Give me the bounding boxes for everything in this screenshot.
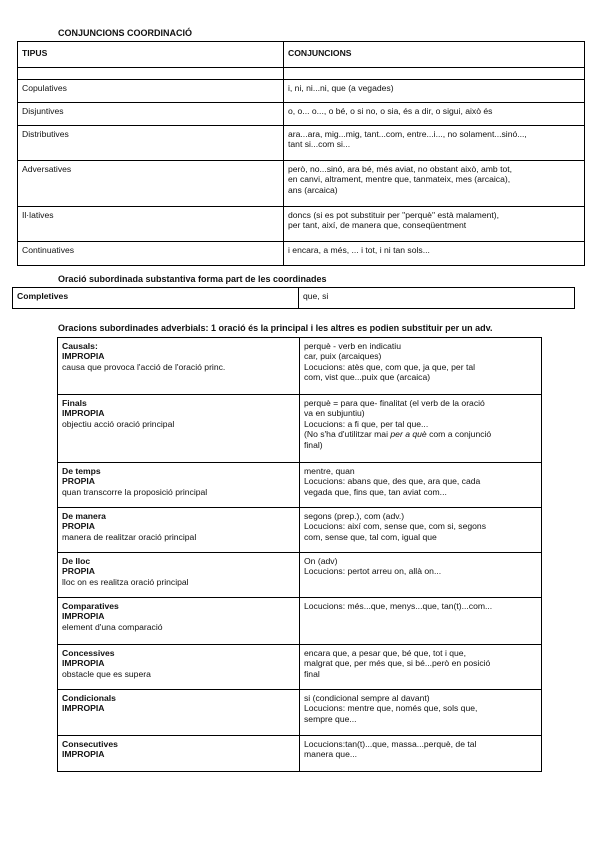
- table-row: [58, 645, 542, 690]
- tipus-cell: Il·latives: [18, 207, 284, 242]
- header-tipus: TIPUS: [18, 42, 284, 68]
- left-cell: De lloc PROPIA lloc on es realitza oració principal: [58, 553, 300, 598]
- left-cell: De temps PROPIA quan transcorre la proposició principal: [58, 463, 300, 508]
- adverbials-title: Oracions subordinades adverbials: 1 oració és la principal i les altres es podien substituir per un adv.: [58, 323, 493, 333]
- table-row: [18, 242, 585, 266]
- table-row: [18, 80, 585, 103]
- substantiva-table: [12, 287, 575, 309]
- left-cell: Consecutives IMPROPIA: [58, 736, 300, 772]
- tipus-cell: Copulatives: [18, 80, 284, 103]
- coord-header-row: [18, 42, 585, 68]
- table-row: [58, 395, 542, 463]
- table-row: [18, 126, 585, 161]
- table-row: [58, 463, 542, 508]
- completives-value: que, si: [299, 288, 575, 309]
- right-cell: perquè = para que- finalitat (el verb de la oració va en subjuntiu) Locucions: a fi que, per tal que... (No s'ha d'utilitzar mai per a què com a conjunció final): [300, 395, 542, 463]
- adverbials-table: [57, 337, 542, 772]
- table-row: [58, 338, 542, 395]
- table-row: [13, 288, 575, 309]
- table-row: [58, 736, 542, 772]
- conj-cell: i encara, a més, ... i tot, i ni tan sols...: [284, 242, 585, 266]
- table-row: [58, 598, 542, 645]
- right-cell: mentre, quan Locucions: abans que, des que, ara que, cada vegada que, fins que, tan aviat com...: [300, 463, 542, 508]
- tipus-cell: Adversatives: [18, 161, 284, 207]
- conj-cell: però, no...sinó, ara bé, més aviat, no obstant això, amb tot, en canvi, altrament, mentre que, tanmateix, mes (arcaica), ans (arcaica): [284, 161, 585, 207]
- coord-header-spacer: [18, 68, 585, 80]
- tipus-cell: Disjuntives: [18, 103, 284, 126]
- right-cell: segons (prep.), com (adv.) Locucions: així com, sense que, com si, segons com, sense que, tal com, igual que: [300, 508, 542, 553]
- right-cell: Locucions:tan(t)...que, massa...perquè, de tal manera que...: [300, 736, 542, 772]
- conj-cell: ara...ara, mig...mig, tant...com, entre...i..., no solament...sinó..., tant si...com si...: [284, 126, 585, 161]
- right-cell: encara que, a pesar que, bé que, tot i que, malgrat que, per més que, si bé...però en posició final: [300, 645, 542, 690]
- table-row: [18, 103, 585, 126]
- conj-cell: doncs (si es pot substituir per "perquè" està malament), per tant, així, de manera que, conseqüentment: [284, 207, 585, 242]
- left-cell: Concessives IMPROPIA obstacle que es supera: [58, 645, 300, 690]
- conj-cell: i, ni, ni...ni, que (a vegades): [284, 80, 585, 103]
- coord-table: [17, 41, 585, 266]
- table-row: [58, 553, 542, 598]
- table-row: [18, 161, 585, 207]
- left-cell: Finals IMPROPIA objectiu acció oració principal: [58, 395, 300, 463]
- left-cell: Causals: IMPROPIA causa que provoca l'acció de l'oració princ.: [58, 338, 300, 395]
- right-cell: perquè - verb en indicatiu car, puix (arcaiques) Locucions: atès que, com que, ja que, per tal com, vist que...puix que (arcaica): [300, 338, 542, 395]
- tipus-cell: Distributives: [18, 126, 284, 161]
- tipus-cell: Continuatives: [18, 242, 284, 266]
- substantiva-title: Oració subordinada substantiva forma part de les coordinades: [58, 274, 327, 284]
- left-cell: Comparatives IMPROPIA element d'una comparació: [58, 598, 300, 645]
- right-cell: si (condicional sempre al davant) Locucions: mentre que, només que, sols que, sempre que...: [300, 690, 542, 736]
- conj-cell: o, o... o..., o bé, o si no, o sia, és a dir, o sigui, això és: [284, 103, 585, 126]
- coord-title: CONJUNCIONS COORDINACIÓ: [58, 28, 193, 38]
- table-row: [58, 508, 542, 553]
- right-cell: Locucions: més...que, menys...que, tan(t)...com...: [300, 598, 542, 645]
- right-cell: On (adv) Locucions: pertot arreu on, allà on...: [300, 553, 542, 598]
- table-row: [18, 207, 585, 242]
- header-conjuncions: CONJUNCIONS: [284, 42, 585, 68]
- completives-label: Completives: [13, 288, 299, 309]
- table-row: [58, 690, 542, 736]
- left-cell: De manera PROPIA manera de realitzar oració principal: [58, 508, 300, 553]
- left-cell: Condicionals IMPROPIA: [58, 690, 300, 736]
